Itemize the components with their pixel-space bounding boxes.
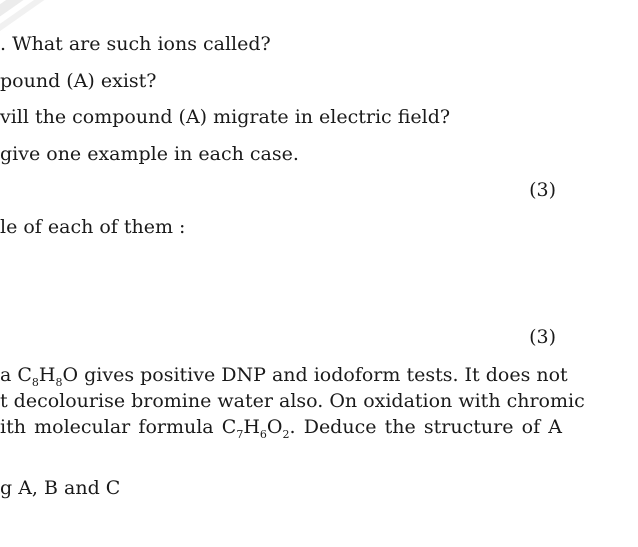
question-line-ions: . What are such ions called? (0, 33, 271, 55)
marks-label-1: (3) (529, 179, 556, 201)
paragraph-line-1: a $C_8H_8O$ gives positive DNP and iodoform tests. It does not (0, 364, 568, 389)
paragraph-line-2: t decolourise bromine water also. On oxidation with chromic (0, 390, 585, 412)
question-line-abc: g A, B and C (0, 477, 121, 499)
question-line-example: give one example in each case. (0, 143, 299, 165)
question-line-each: le of each of them : (0, 216, 186, 238)
marks-label-2: (3) (529, 326, 556, 348)
question-paragraph (0, 362, 585, 441)
question-line-compound-exist: pound (A) exist? (0, 70, 157, 92)
question-line-migrate: vill the compound (A) migrate in electric field? (0, 106, 451, 128)
paragraph-line-3: ith molecular formula $C_7H_6O_2$. Deduce the structure of A (0, 416, 562, 441)
